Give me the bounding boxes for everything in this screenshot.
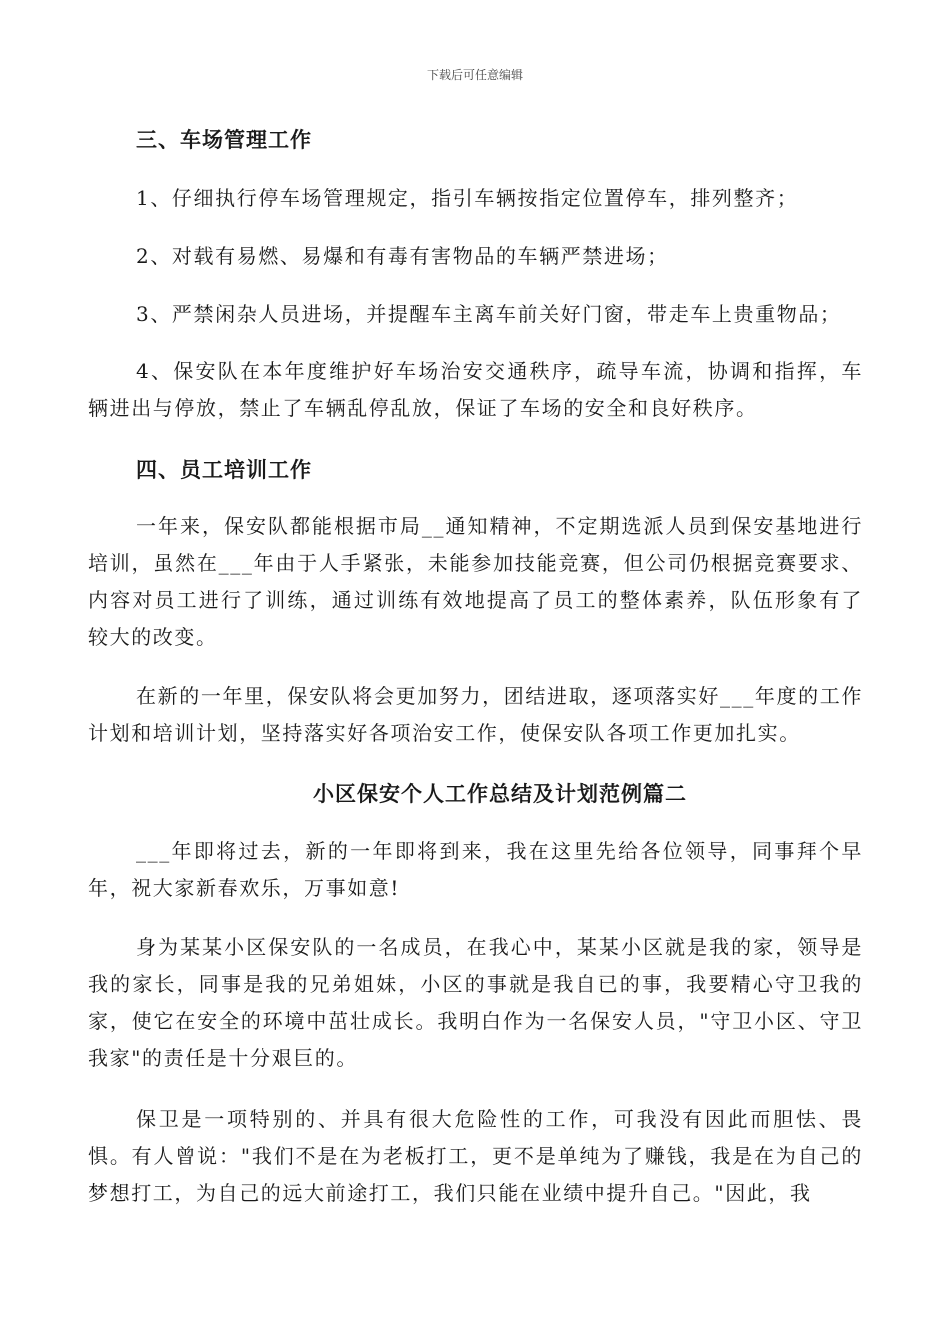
header-note: 下载后可任意编辑	[426, 68, 523, 82]
article-paragraph-3: 保卫是一项特别的、并具有很大危险性的工作，可我没有因此而胆怯、畏惧。有人曾说："我们不是在为老板打工，更不是单纯为了赚钱，我是在为自己的梦想打工，为自己的远大前途打工，我们只能在业绩中提升自己。"因此，我	[88, 1107, 863, 1205]
training-paragraph-2: 在新的一年里，保安队将会更加努力，团结进取，逐项落实好___年度的工作计划和培训计划，坚持落实好各项治安工作，使保安队各项工作更加扎实。	[88, 684, 863, 745]
parking-item-1: 1、仔细执行停车场管理规定，指引车辆按指定位置停车，排列整齐；	[136, 186, 799, 210]
section-heading-training: 四、员工培训工作	[136, 457, 312, 482]
parking-item-2: 2、对载有易燃、易爆和有毒有害物品的车辆严禁进场；	[136, 244, 669, 268]
article-paragraph-2: 身为某某小区保安队的一名成员，在我心中，某某小区就是我的家，领导是我的家长，同事是我的兄弟姐妹，小区的事就是我自已的事，我要精心守卫我的家，使它在安全的环境中茁壮成长。我明白作为一名保安人员，"守卫小区、守卫我家"的责任是十分艰巨的。	[88, 935, 863, 1070]
training-paragraph-1: 一年来，保安队都能根据市局__通知精神，不定期选派人员到保安基地进行培训，虽然在___年由于人手紧张，未能参加技能竞赛，但公司仍根据竞赛要求、内容对员工进行了训练，通过训练有效地提高了员工的整体素养，队伍形象有了较大的改变。	[88, 514, 863, 649]
article-paragraph-1: ___年即将过去，新的一年即将到来，我在这里先给各位领导，同事拜个早年，祝大家新春欢乐，万事如意!	[88, 839, 863, 900]
parking-item-3: 3、严禁闲杂人员进场，并提醒车主离车前关好门窗，带走车上贵重物品；	[136, 302, 842, 326]
article-title: 小区保安个人工作总结及计划范例篇二	[313, 781, 687, 806]
parking-item-4: 4、保安队在本年度维护好车场治安交通秩序，疏导车流，协调和指挥，车辆进出与停放，禁止了车辆乱停乱放，保证了车场的安全和良好秩序。	[88, 359, 863, 420]
section-heading-parking: 三、车场管理工作	[136, 127, 312, 152]
